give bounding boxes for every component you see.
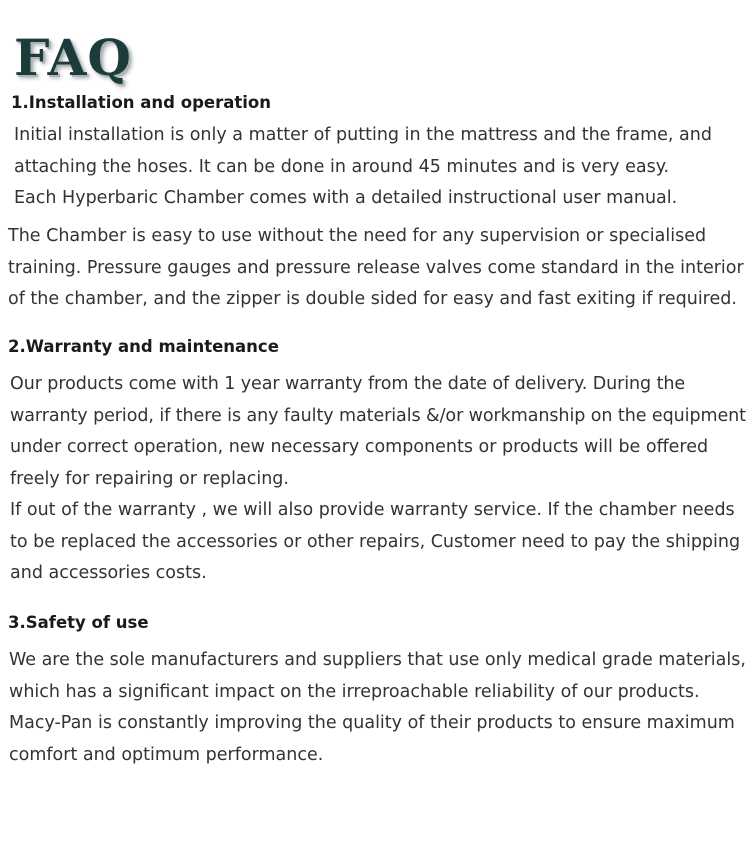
text-line: training. Pressure gauges and pressure release valves come standard in the interior — [8, 257, 744, 278]
text-line: under correct operation, new necessary components or products will be offered — [10, 437, 709, 457]
paragraph-warranty — [10, 369, 746, 590]
text-line: attaching the hoses. It can be done in around 45 minutes and is very easy. — [14, 156, 670, 177]
text-line: comfort and optimum performance. — [9, 744, 324, 765]
section-heading-safety: 3.Safety of use — [8, 613, 149, 632]
text-line: Macy-Pan is constantly improving the quality of their products to ensure maximum — [9, 713, 735, 733]
page-title: FAQ — [14, 28, 132, 87]
text-line: to be replaced the accessories or other repairs, Customer need to pay the shipping — [10, 531, 741, 552]
text-line: If out of the warranty , we will also provide warranty service. If the chamber needs — [10, 500, 735, 520]
text-line: warranty period, if there is any faulty materials &/or workmanship on the equipment — [10, 405, 746, 426]
paragraph-installation-intro — [14, 120, 712, 215]
text-line: freely for repairing or replacing. — [10, 468, 289, 489]
paragraph-safety — [9, 645, 746, 771]
text-line: Each Hyperbaric Chamber comes with a detailed instructional user manual. — [14, 188, 678, 208]
text-line: Initial installation is only a matter of putting in the mattress and the frame, and — [14, 125, 712, 145]
text-line: and accessories costs. — [10, 563, 207, 583]
section-heading-installation: 1.Installation and operation — [11, 93, 271, 112]
text-line: Our products come with 1 year warranty from the date of delivery. During the — [10, 374, 686, 394]
text-line: which has a significant impact on the irreproachable reliability of our products. — [9, 681, 700, 702]
paragraph-chamber-usage — [8, 221, 744, 316]
text-line: of the chamber, and the zipper is double sided for easy and fast exiting if required. — [8, 289, 737, 309]
text-line: The Chamber is easy to use without the need for any supervision or specialised — [8, 226, 707, 246]
section-heading-warranty: 2.Warranty and maintenance — [8, 337, 279, 356]
text-line: We are the sole manufacturers and suppliers that use only medical grade materials, — [9, 650, 746, 670]
